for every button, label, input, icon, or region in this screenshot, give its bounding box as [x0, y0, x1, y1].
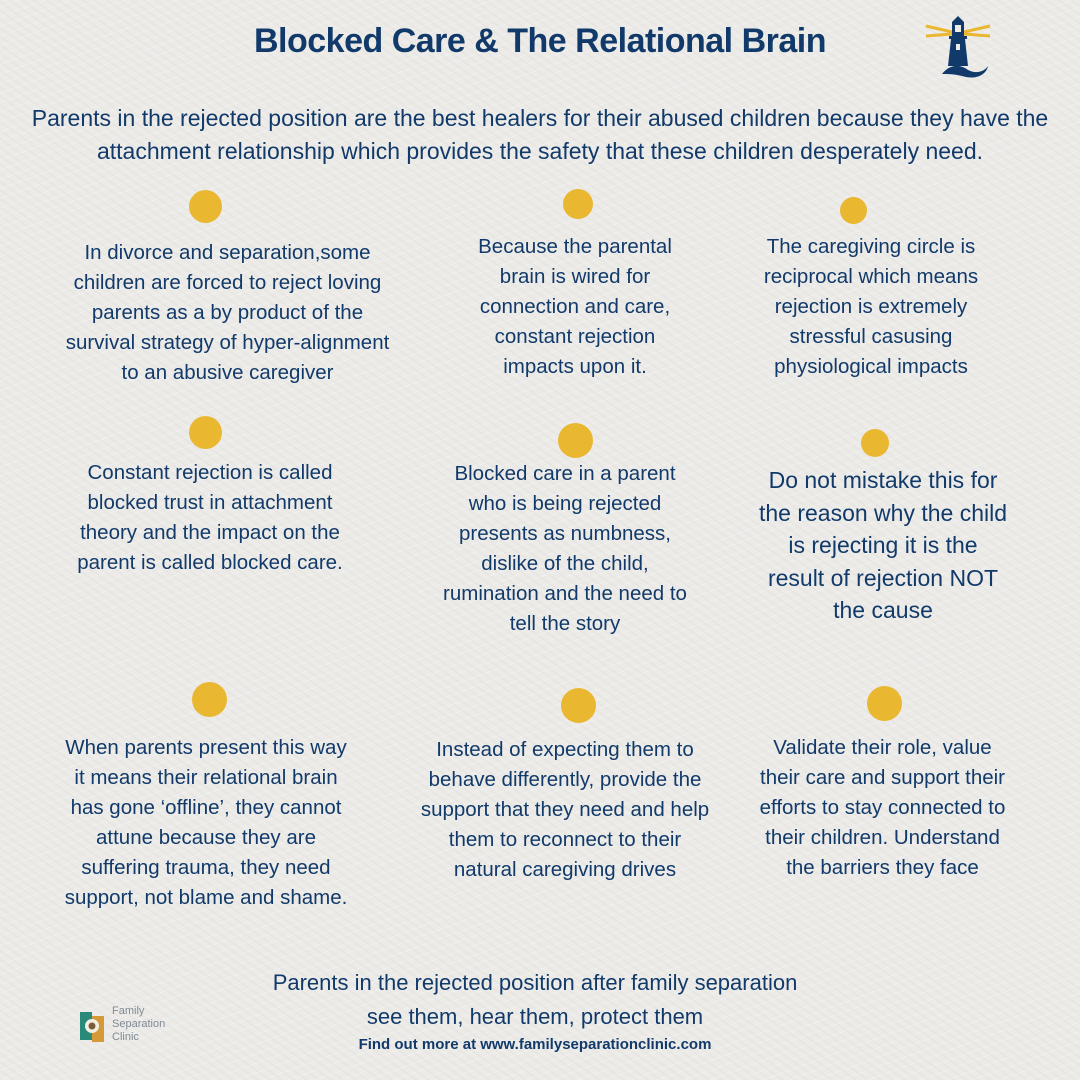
text-block: When parents present this way it means their relational brain has gone ‘offline’, they cannot attune because they are suffering trauma, they need support, not blame and shame. — [64, 736, 348, 909]
text-block: Because the parental brain is wired for connection and care, constant rejection impacts upon it. — [478, 235, 672, 378]
logo-text-line3: Clinic — [112, 1031, 139, 1043]
text-block: Do not mistake this for the reason why the child is rejecting it is the result of rejection NOT the cause — [758, 467, 1008, 623]
dot-icon — [189, 190, 222, 223]
text-block: Instead of expecting them to behave differently, provide the support that they need and help them to reconnect to their natural caregiving drives — [420, 738, 710, 881]
dot-icon — [840, 197, 867, 224]
dot-icon — [189, 416, 222, 449]
dot-icon — [192, 682, 227, 717]
logo-text-line2: Separation — [112, 1018, 166, 1030]
footer-headline: Parents in the rejected position after family separation — [272, 970, 798, 995]
logo-text-line1: Family — [112, 1005, 145, 1017]
footer-tagline: see them, hear them, protect them — [366, 1004, 704, 1029]
text-block: Validate their role, value their care and support their efforts to stay connected to their children. Understand the barriers they face — [759, 736, 1006, 879]
dot-icon — [861, 429, 889, 457]
dot-icon — [867, 686, 902, 721]
dot-icon — [558, 423, 593, 458]
text-block: The caregiving circle is reciprocal which means rejection is extremely stressful casusing physiological impacts — [763, 235, 979, 378]
footer-website-link[interactable]: Find out more at www.familyseparationclinic.com — [358, 1036, 712, 1053]
page-title: Blocked Care & The Relational Brain — [254, 22, 826, 60]
dot-icon — [561, 688, 596, 723]
text-block: In divorce and separation,some children are forced to reject loving parents as a by product of the survival strategy of hyper-alignment to an abusive caregiver — [65, 241, 390, 384]
dot-icon — [563, 189, 593, 219]
intro-text: Parents in the rejected position are the best healers for their abused children because they have the attachment relationship which provides the safety that these children desperately need. — [31, 105, 1049, 164]
text-block: Constant rejection is called blocked trust in attachment theory and the impact on the parent is called blocked care. — [77, 461, 343, 574]
text-block: Blocked care in a parent who is being rejected presents as numbness, dislike of the child, rumination and the need to tell the story — [443, 462, 687, 635]
lighthouse-icon — [922, 12, 994, 80]
